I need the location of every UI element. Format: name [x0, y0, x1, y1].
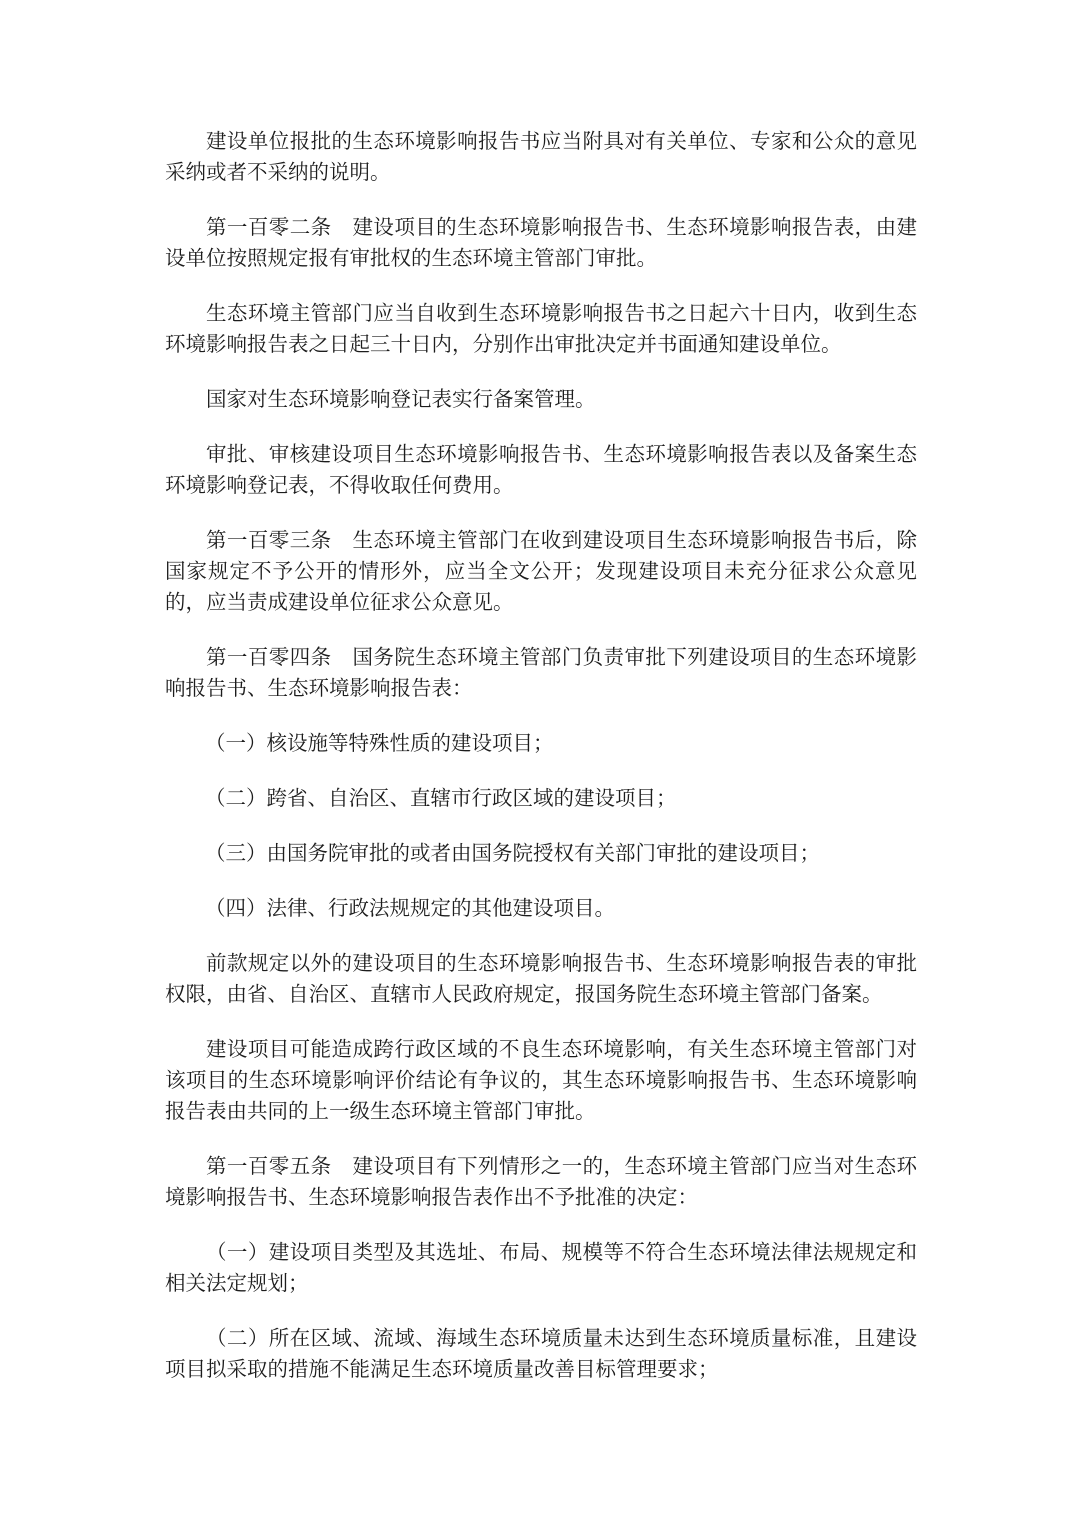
- list-item: （一）建设项目类型及其选址、布局、规模等不符合生态环境法律法规规定和相关法定规划；: [165, 1240, 917, 1295]
- list-item: （一）核设施等特殊性质的建设项目；: [205, 731, 554, 755]
- list-item: （二）跨省、自治区、直辖市行政区域的建设项目；: [205, 786, 677, 810]
- paragraph: 国家对生态环境影响登记表实行备案管理。: [206, 387, 596, 411]
- paragraph: 建设单位报批的生态环境影响报告书应当附具对有关单位、专家和公众的意见采纳或者不采纳的说明。: [165, 129, 917, 184]
- list-item: （二）所在区域、流域、海域生态环境质量未达到生态环境质量标准，且建设项目拟采取的措施不能满足生态环境质量改善目标管理要求；: [165, 1326, 917, 1381]
- document-body: [165, 126, 917, 1409]
- article-102-paragraph: 第一百零二条 建设项目的生态环境影响报告书、生态环境影响报告表，由建设单位按照规定报有审批权的生态环境主管部门审批。: [165, 215, 917, 270]
- list-item: （三）由国务院审批的或者由国务院授权有关部门审批的建设项目；: [205, 841, 820, 865]
- paragraph: 审批、审核建设项目生态环境影响报告书、生态环境影响报告表以及备案生态环境影响登记表，不得收取任何费用。: [165, 442, 917, 497]
- list-item: （四）法律、行政法规规定的其他建设项目。: [205, 896, 615, 920]
- article-103-paragraph: 第一百零三条 生态环境主管部门在收到建设项目生态环境影响报告书后，除国家规定不予公开的情形外，应当全文公开；发现建设项目未充分征求公众意见的，应当责成建设单位征求公众意见。: [165, 528, 917, 614]
- paragraph: 前款规定以外的建设项目的生态环境影响报告书、生态环境影响报告表的审批权限，由省、自治区、直辖市人民政府规定，报国务院生态环境主管部门备案。: [165, 951, 917, 1006]
- article-105-paragraph: 第一百零五条 建设项目有下列情形之一的，生态环境主管部门应当对生态环境影响报告书、生态环境影响报告表作出不予批准的决定：: [165, 1154, 917, 1209]
- paragraph: 建设项目可能造成跨行政区域的不良生态环境影响，有关生态环境主管部门对该项目的生态环境影响评价结论有争议的，其生态环境影响报告书、生态环境影响报告表由共同的上一级生态环境主管部门审批。: [165, 1037, 917, 1123]
- article-104-paragraph: 第一百零四条 国务院生态环境主管部门负责审批下列建设项目的生态环境影响报告书、生态环境影响报告表：: [165, 645, 917, 700]
- paragraph: 生态环境主管部门应当自收到生态环境影响报告书之日起六十日内，收到生态环境影响报告表之日起三十日内，分别作出审批决定并书面通知建设单位。: [165, 301, 917, 356]
